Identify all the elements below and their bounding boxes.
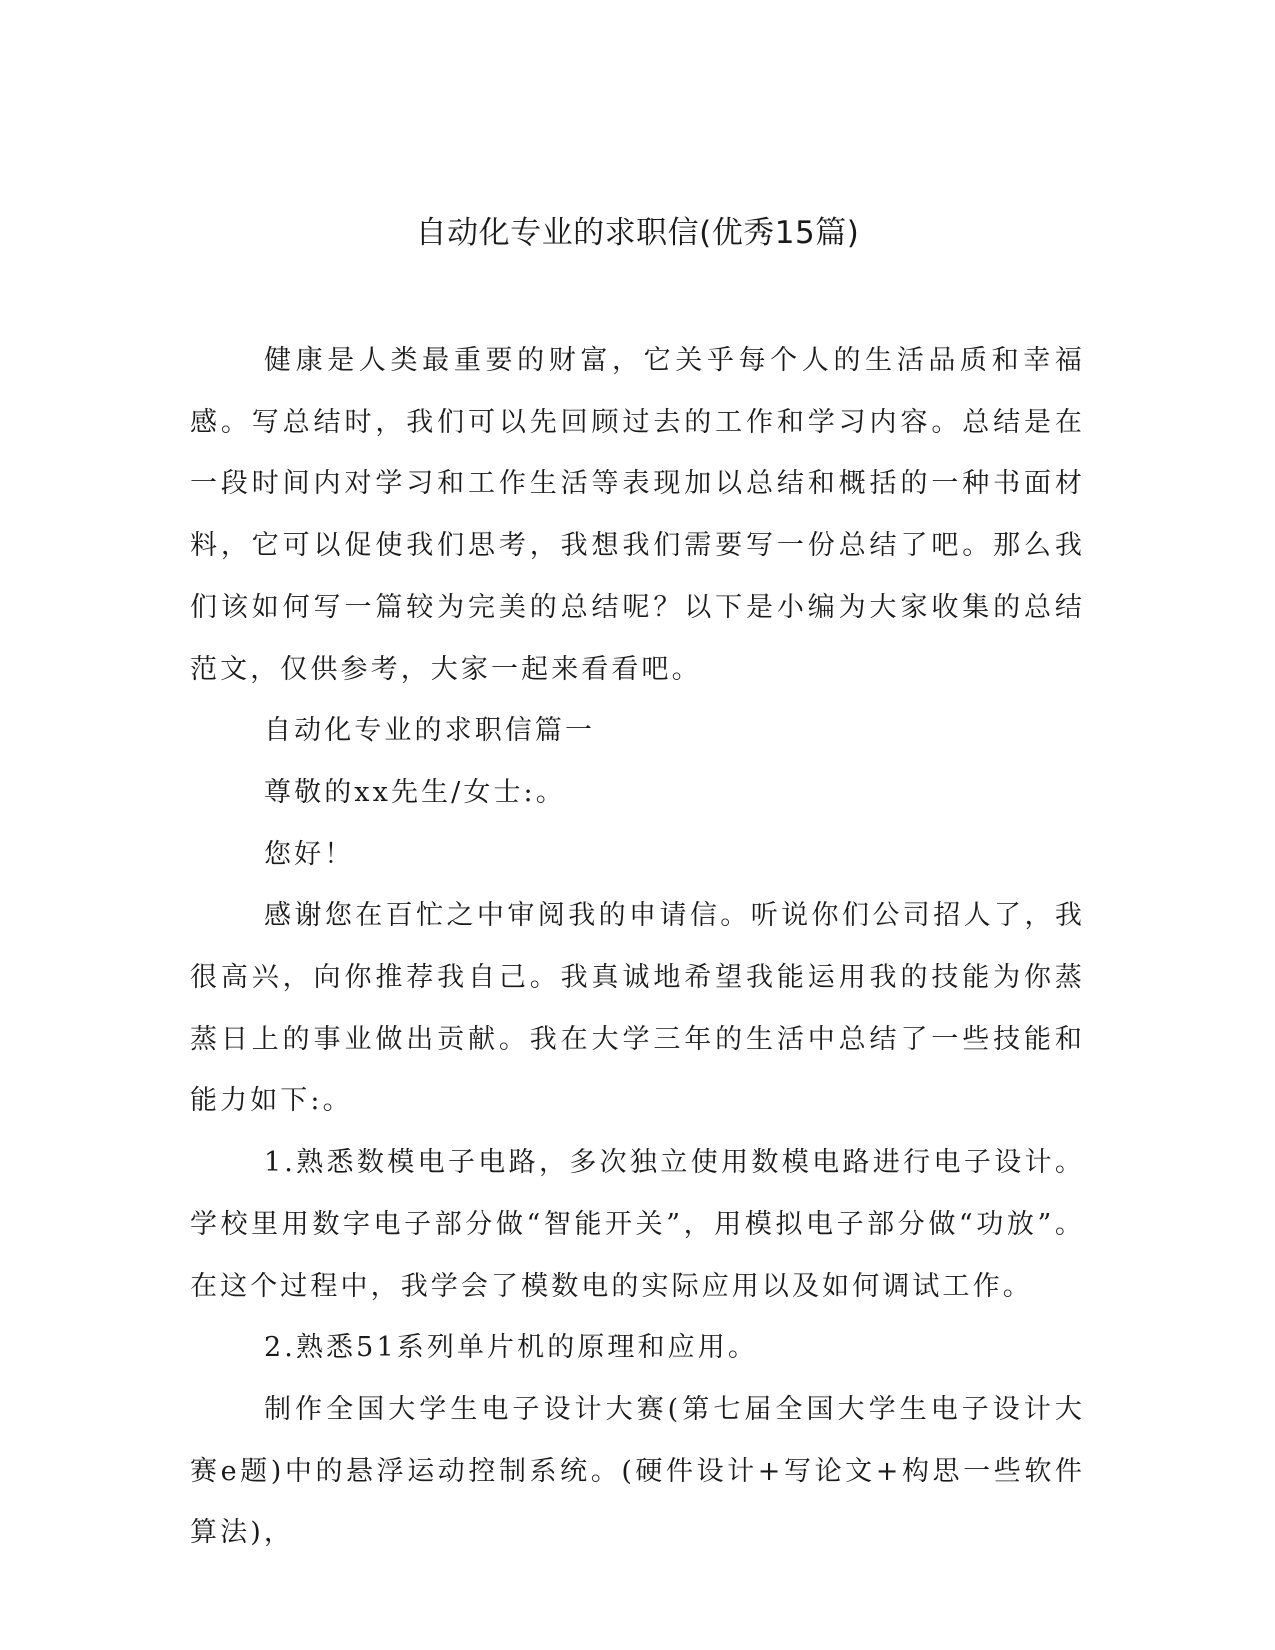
document-title: 自动化专业的求职信(优秀15篇) [415,215,860,251]
document-body [190,330,1085,1564]
salutation: 尊敬的xx先生/女士:。 [264,776,566,808]
skill-item-2: 2.熟悉51系列单片机的原理和应用。 [264,1332,758,1364]
skill-item-1: 1.熟悉数模电子电路，多次独立使用数模电路进行电子设计。学校里用数字电子部分做“智能开关”，用模拟电子部分做“功放”。在这个过程中，我学会了模数电的实际应用以及如何调试工作。 [190,1147,1085,1302]
intro-paragraph: 健康是人类最重要的财富，它关乎每个人的生活品质和幸福感。写总结时，我们可以先回顾过去的工作和学习内容。总结是在一段时间内对学习和工作生活等表现加以总结和概括的一种书面材料，它可以促使我们思考，我想我们需要写一份总结了吧。那么我们该如何写一篇较为完美的总结呢？以下是小编为大家收集的总结范文，仅供参考，大家一起来看看吧。 [190,345,1085,685]
section-heading: 自动化专业的求职信篇一 [264,715,596,747]
greeting: 您好！ [264,838,355,870]
project-paragraph: 制作全国大学生电子设计大赛(第七届全国大学生电子设计大赛e题)中的悬浮运动控制系统。(硬件设计+写论文+构思一些软件算法)， [190,1393,1085,1549]
body-paragraph: 感谢您在百忙之中审阅我的申请信。听说你们公司招人了，我很高兴，向你推荐我自己。我真诚地希望我能运用我的技能为你蒸蒸日上的事业做出贡献。我在大学三年的生活中总结了一些技能和能力如下:。 [190,900,1085,1117]
